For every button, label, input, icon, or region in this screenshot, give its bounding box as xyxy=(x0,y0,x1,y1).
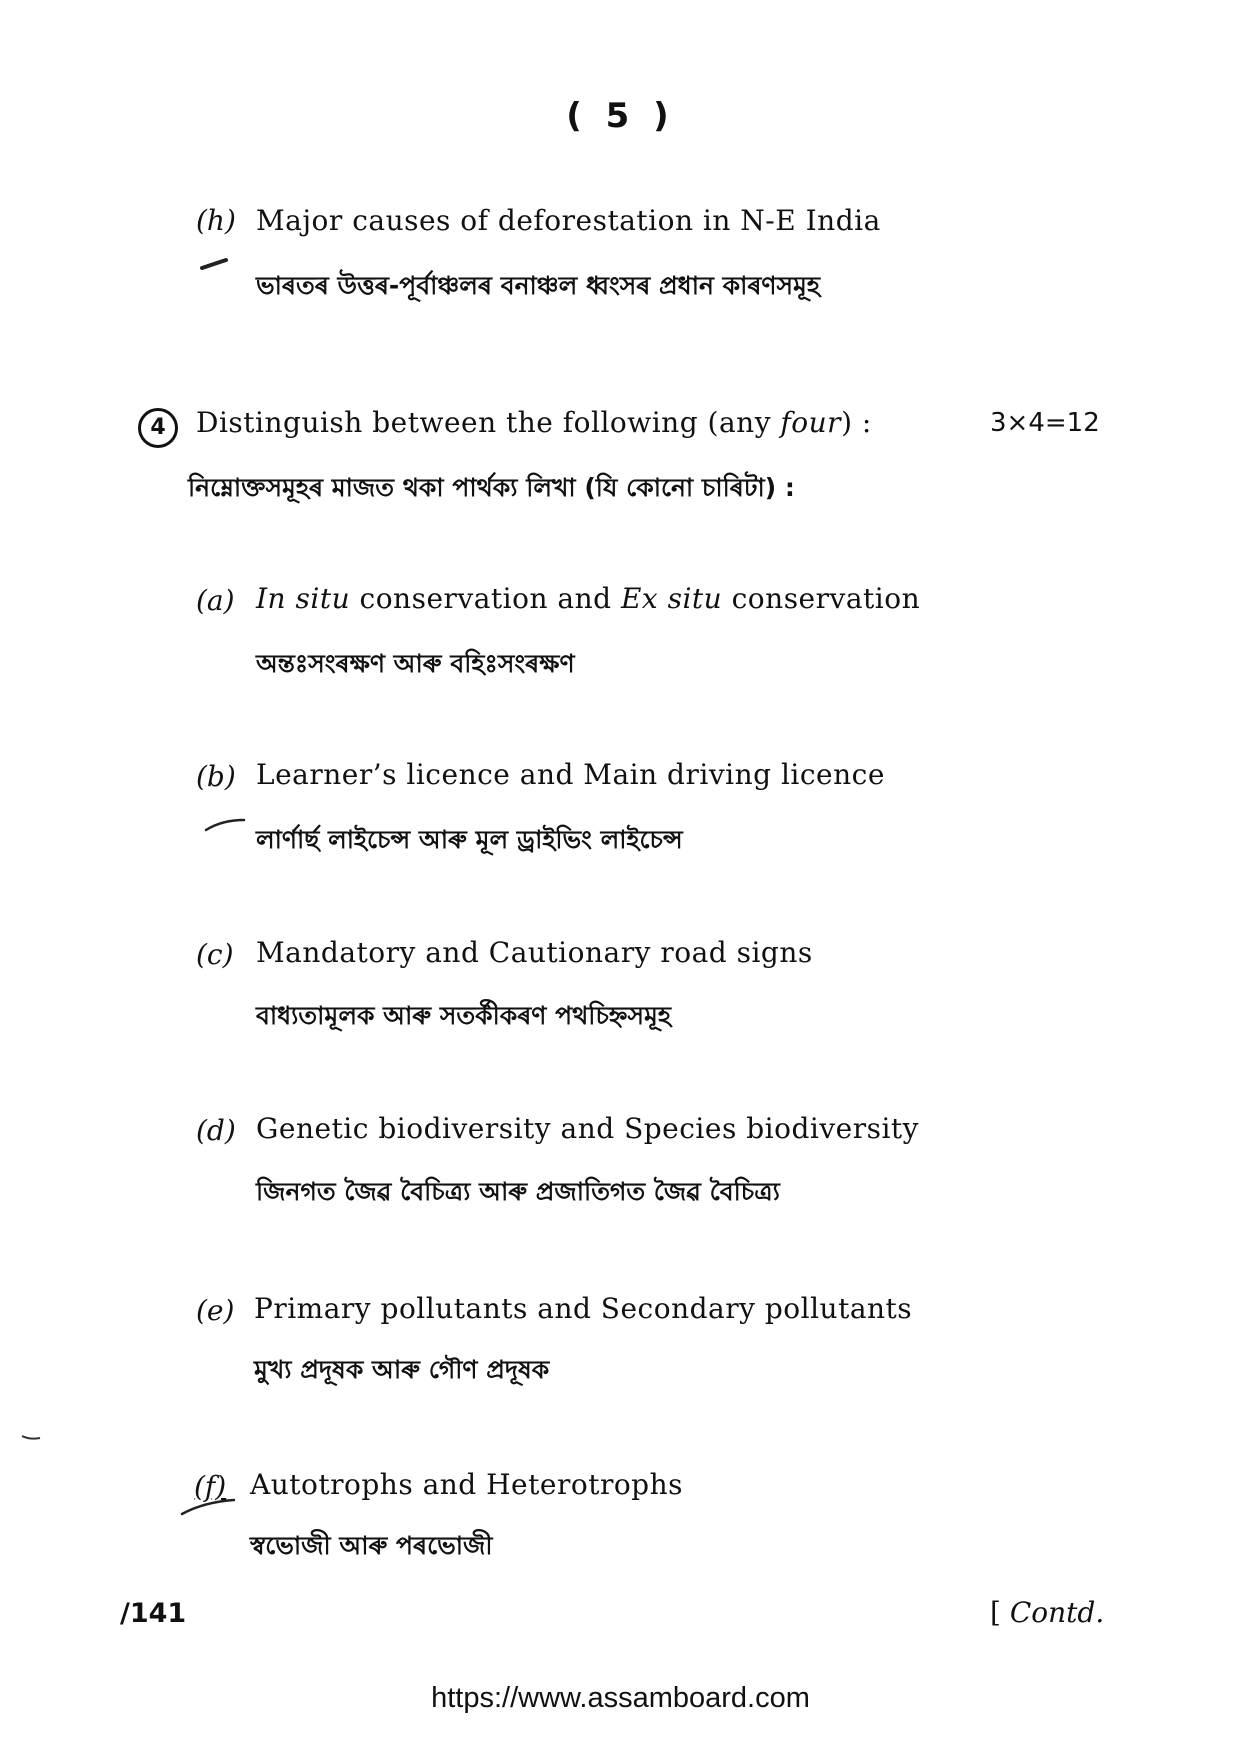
question-4-instruction-assamese: নিম্নোক্তসমূহৰ মাজত থকা পাৰ্থক্য লিখা (যি কোনো চাৰিটা) : xyxy=(188,473,795,502)
item-d-label: (d) xyxy=(196,1114,236,1147)
item-c-label: (c) xyxy=(196,938,234,971)
pen-tick-mark xyxy=(180,1496,236,1518)
item-e-label: (e) xyxy=(196,1294,235,1327)
pen-tick-mark xyxy=(200,256,230,272)
continued-marker: [ Contd. xyxy=(990,1596,1105,1629)
page-number: ( 5 ) xyxy=(566,96,675,136)
item-f-label: (f) xyxy=(194,1470,227,1503)
item-b-assamese: লাৰ্ণাৰ্ছ লাইচেন্স আৰু মূল ড্ৰাইভিং লাইচেন্স xyxy=(256,825,683,854)
question-number-circled: 4 xyxy=(138,408,178,448)
item-d-assamese: জিনগত জৈৱ বৈচিত্ৰ্য আৰু প্ৰজাতিগত জৈৱ বৈচিত্ৰ্য xyxy=(256,1177,780,1206)
item-c-assamese: বাধ্যতামূলক আৰু সতৰ্কীকৰণ পথচিহ্নসমূহ xyxy=(256,1001,672,1030)
item-d-english: Genetic biodiversity and Species biodiversity xyxy=(256,1112,919,1145)
item-a-label: (a) xyxy=(196,584,235,617)
item-e-english: Primary pollutants and Secondary pollutants xyxy=(254,1292,913,1325)
item-f-english: Autotrophs and Heterotrophs xyxy=(250,1468,684,1501)
question-4-instruction-english: Distinguish between the following (any four) : xyxy=(196,406,872,439)
pen-tick-mark xyxy=(204,816,246,836)
item-h-assamese: ভাৰতৰ উত্তৰ-পূৰ্বাঞ্চলৰ বনাঞ্চল ধ্বংসৰ প্ৰধান কাৰণসমূহ xyxy=(256,271,821,300)
item-f-assamese: স্বভোজী আৰু পৰভোজী xyxy=(250,1531,493,1560)
item-h-english: Major causes of deforestation in N-E India xyxy=(256,204,881,237)
item-b-label: (b) xyxy=(196,760,236,793)
item-a-english: In situ conservation and Ex situ conservation xyxy=(256,582,921,615)
item-a-assamese: অন্তঃসংৰক্ষণ আৰু বহিঃসংৰক্ষণ xyxy=(256,649,575,678)
item-e-assamese: মুখ্য প্ৰদূষক আৰু গৌণ প্ৰদূষক xyxy=(254,1355,550,1384)
item-c-english: Mandatory and Cautionary road signs xyxy=(256,936,813,969)
item-h-label: (h) xyxy=(196,204,236,237)
website-url: https://www.assamboard.com xyxy=(431,1682,810,1714)
scan-speck xyxy=(20,1432,44,1442)
paper-code: /141 xyxy=(120,1598,187,1629)
item-b-english: Learner’s licence and Main driving licence xyxy=(256,758,885,791)
question-4-marks: 3×4=12 xyxy=(990,408,1100,438)
